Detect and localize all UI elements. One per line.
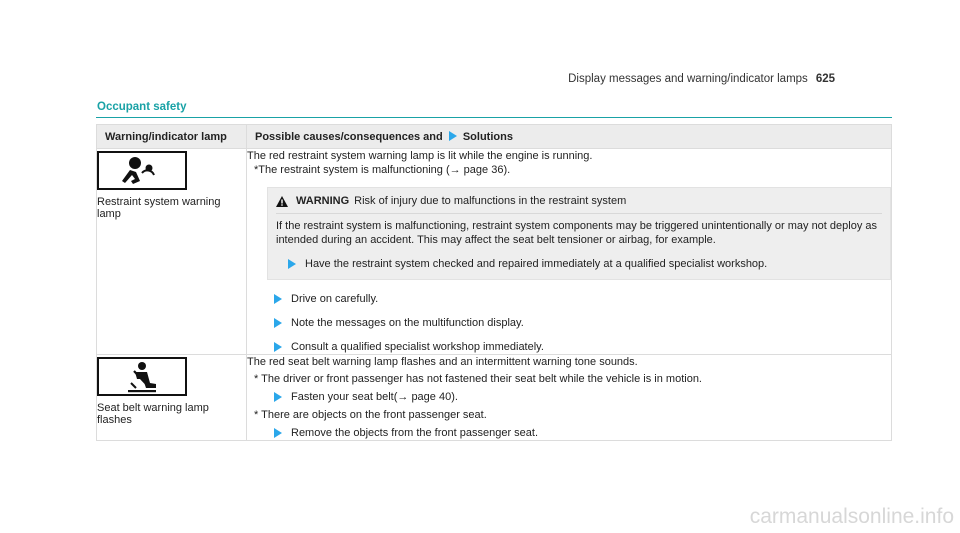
solutions-arrow-icon [449, 131, 457, 141]
warning-body: If the restraint system is malfunctioning, restraint system components may be triggered unintentionally or may not deploy as intended during an accident. This may affect the seat belt tensioner or airbag, for example. [276, 213, 882, 247]
section-divider [96, 117, 892, 118]
step-arrow-icon [274, 318, 282, 328]
page-number: 625 [815, 73, 835, 85]
step-text: Remove the objects from the front passenger seat. [291, 427, 539, 439]
lamp-label-restraint [97, 196, 246, 220]
step-arrow-icon [274, 428, 282, 438]
table-header-row [97, 125, 892, 149]
lamp-cell-seatbelt [97, 355, 247, 441]
intro-text: The red restraint system warning lamp is lit while the engine is running. [247, 150, 593, 162]
description-cell-restraint [247, 149, 892, 355]
step-arrow-icon [274, 342, 282, 352]
step-arrow-icon [274, 392, 282, 402]
lamp-label-line1: Seat belt warning lamp [97, 402, 209, 414]
table-row [97, 355, 892, 441]
header-text: Display messages and warning/indicator lamps [568, 73, 808, 85]
warning-step-text: Have the restraint system checked and repaired immediately at a qualified specialist workshop. [305, 258, 768, 270]
cause-text: * The driver or front passenger has not fastened their seat belt while the vehicle is in motion. [254, 373, 702, 385]
step-text: Fasten your seat belt(→ page 40). [291, 391, 458, 403]
airbag-restraint-icon [97, 151, 187, 190]
lamp-label-line1: Restraint system warning [97, 196, 221, 208]
lamp-label-seatbelt [97, 402, 246, 426]
list-item [247, 426, 891, 440]
step-text: Note the messages on the multifunction display. [291, 317, 524, 329]
warning-box [267, 187, 891, 280]
page-header [568, 73, 835, 85]
list-item [247, 292, 891, 306]
description-cell-seatbelt [247, 355, 892, 441]
step-arrow-icon [288, 259, 296, 269]
cause-text: * There are objects on the front passenger seat. [254, 409, 487, 421]
warning-triangle-icon [276, 196, 288, 207]
col-header-causes [247, 125, 892, 149]
step-arrow-icon [274, 294, 282, 304]
list-item [247, 340, 891, 354]
seat-belt-icon [97, 357, 187, 396]
step-text: Consult a qualified specialist workshop immediately. [291, 341, 544, 353]
warning-step [276, 257, 882, 271]
lamp-label-line2: flashes [97, 414, 132, 426]
warning-lamp-table [96, 124, 892, 441]
col-header-lamp: Warning/indicator lamp [97, 125, 247, 149]
step-text: Drive on carefully. [291, 293, 379, 305]
list-item [247, 316, 891, 330]
col-header-causes-text: Possible causes/consequences and [255, 131, 443, 143]
lamp-cell-restraint [97, 149, 247, 355]
watermark: carmanualsonline.info [749, 505, 954, 528]
intro-text: The red seat belt warning lamp flashes and an intermittent warning tone sounds. [247, 356, 638, 368]
warning-subtitle: Risk of injury due to malfunctions in the restraint system [354, 195, 627, 207]
col-header-solutions-text: Solutions [462, 131, 513, 143]
section-title: Occupant safety [97, 101, 187, 113]
cause-text: *The restraint system is malfunctioning (→ page 36). [254, 164, 511, 176]
list-item [247, 390, 891, 404]
table-row [97, 149, 892, 355]
warning-title: WARNING [296, 195, 350, 207]
warning-header [276, 194, 882, 208]
lamp-label-line2: lamp [97, 208, 121, 220]
